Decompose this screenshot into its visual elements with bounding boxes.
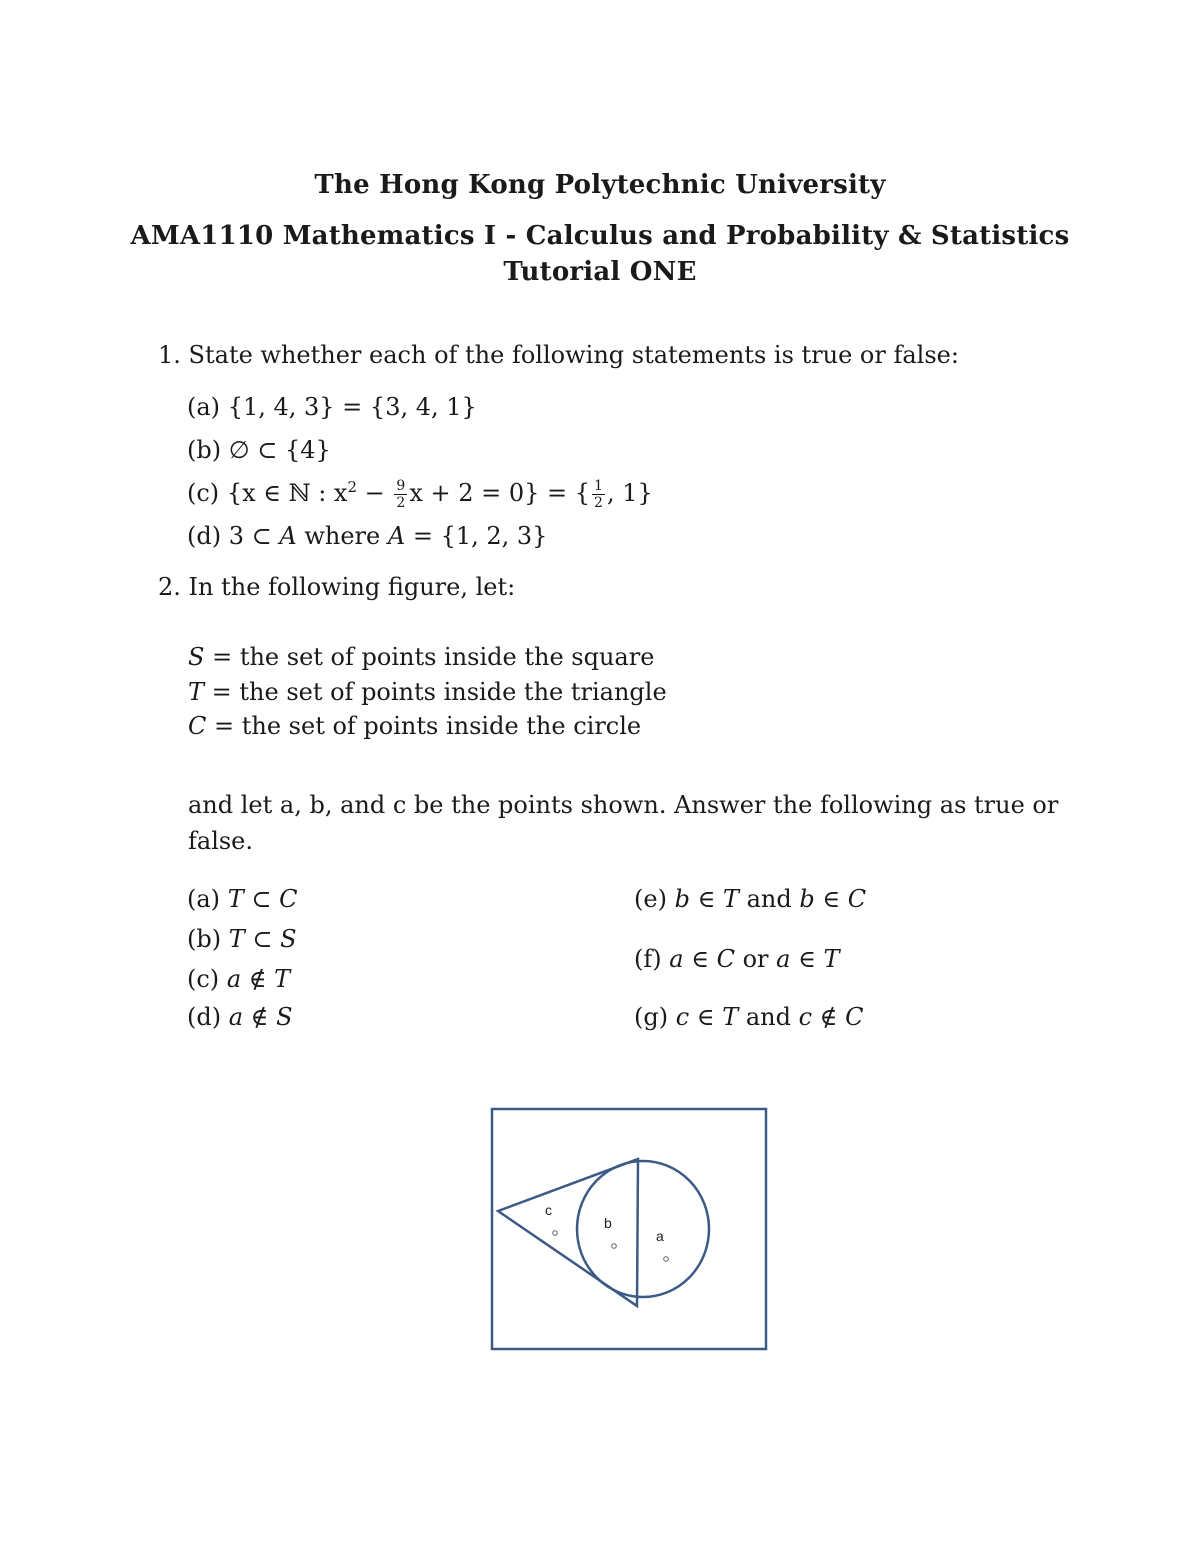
item-expression: a ∉ T (226, 965, 291, 993)
item-label: (c) (187, 479, 220, 507)
definition-triangle: T = the set of points inside the triangle (188, 678, 667, 706)
point-b-label: b (604, 1215, 612, 1231)
course-title: AMA1110 Mathematics I - Calculus and Probability & Statistics (130, 221, 1070, 251)
question-number: 2. (158, 573, 181, 601)
item-expression: a ∉ S (228, 1003, 293, 1031)
instruction-line-2: false. (188, 827, 254, 855)
item-label: (a) (187, 393, 221, 421)
question-prompt: In the following figure, let: (188, 573, 516, 601)
item-label: (b) (187, 925, 222, 953)
item-expression: T ⊂ C (227, 885, 298, 913)
point-a-marker (664, 1257, 669, 1262)
fraction-one-half: $\frac{1}{2}$ (594, 478, 603, 512)
item-expression: 3 ⊂ A where A = {1, 2, 3} (228, 522, 548, 550)
point-a-label: a (656, 1228, 664, 1244)
item-expression: ∅ ⊂ {4} (228, 436, 331, 464)
fraction-nine-halves: $\frac{9}{2}$ (396, 478, 406, 512)
circle-shape (577, 1161, 709, 1297)
square-shape (492, 1109, 766, 1349)
item-label: (f) (634, 945, 662, 973)
triangle-shape (498, 1159, 638, 1306)
university-title: The Hong Kong Polytechnic University (314, 170, 886, 200)
item-expression: {x ∈ ℕ : $x^2$ − $\frac{9}{2}$ x + 2 = 0} = { $\frac{1}{2}$ , 1} (226, 478, 653, 512)
item-label: (e) (634, 885, 667, 913)
question-number: 1. (158, 341, 181, 369)
tutorial-title: Tutorial ONE (503, 257, 697, 287)
q2-item-f: (f) a ∈ C or a ∈ T (634, 945, 840, 973)
point-c-marker (553, 1231, 558, 1236)
item-label: (d) (187, 1003, 222, 1031)
question-prompt: State whether each of the following statements is true or false: (188, 341, 959, 369)
item-label: (c) (187, 965, 220, 993)
item-label: (a) (187, 885, 221, 913)
point-c-label: c (545, 1202, 552, 1218)
item-expression: {1, 4, 3} = {3, 4, 1} (227, 393, 477, 421)
q2-item-g: (g) c ∈ T and c ∉ C (634, 1003, 864, 1031)
instruction-line-1: and let a, b, and c be the points shown. Answer the following as true or (188, 791, 1059, 819)
item-label: (d) (187, 522, 222, 550)
definition-circle: C = the set of points inside the circle (188, 712, 642, 740)
definition-square: S = the set of points inside the square (188, 643, 655, 671)
q2-item-e: (e) b ∈ T and b ∈ C (634, 885, 867, 913)
item-expression: T ⊂ S (228, 925, 297, 953)
item-label: (b) (187, 436, 222, 464)
item-label: (g) (634, 1003, 669, 1031)
point-b-marker (612, 1244, 617, 1249)
